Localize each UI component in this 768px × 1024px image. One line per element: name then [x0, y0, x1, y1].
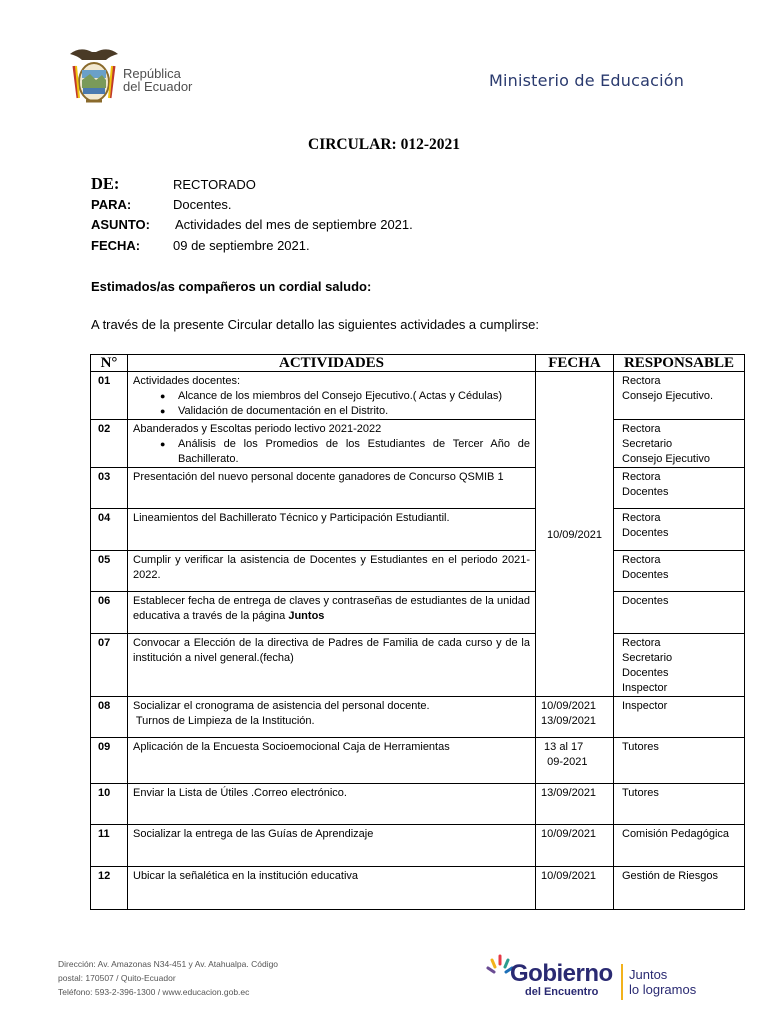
- row-number: 03: [91, 468, 128, 509]
- table-row: [91, 420, 745, 468]
- republica-del-ecuador-text: República del Ecuador: [123, 66, 193, 94]
- circular-title: CIRCULAR: 012-2021: [308, 136, 460, 153]
- table-header-row: [91, 355, 745, 372]
- footer-address: [58, 957, 278, 999]
- row-number: 11: [91, 825, 128, 867]
- activity-title: Actividades docentes:: [133, 375, 241, 387]
- table-row: [91, 551, 745, 592]
- responsable-cell: Rectora Secretario Docentes Inspector: [614, 634, 745, 697]
- fecha-value: 09 de septiembre 2021.: [173, 238, 310, 253]
- gobierno-slogan: Juntos lo logramos: [629, 967, 697, 997]
- gobierno-subtitle: del Encuentro: [525, 986, 599, 998]
- table-row: [91, 509, 745, 551]
- row-number: 02: [91, 420, 128, 468]
- row-number: 05: [91, 551, 128, 592]
- activity-cell: Socializar el cronograma de asistencia del personal docente. Turnos de Limpieza de la Institución.: [128, 697, 536, 738]
- activity-bullet: ● Alcance de los miembros del Consejo Ejecutivo.( Actas y Cédulas): [133, 389, 530, 404]
- responsable-cell: Comisión Pedagógica: [614, 825, 745, 867]
- activity-cell: Enviar la Lista de Útiles .Correo electrónico.: [128, 784, 536, 825]
- responsable-cell: Tutores: [614, 738, 745, 784]
- activity-cell: Cumplir y verificar la asistencia de Docentes y Estudiantes en el periodo 2021-2022.: [128, 551, 536, 592]
- responsable-cell: Docentes: [614, 592, 745, 634]
- table-row: [91, 634, 745, 697]
- activity-title: Abanderados y Escoltas periodo lectivo 2021-2022: [133, 423, 382, 435]
- row-number: 09: [91, 738, 128, 784]
- fecha-cell: 10/09/2021: [536, 867, 614, 910]
- intro-text: A través de la presente Circular detallo las siguientes actividades a cumplirse:: [91, 317, 540, 332]
- activity-cell: Presentación del nuevo personal docente ganadores de Concurso QSMIB 1: [128, 468, 536, 509]
- responsable-cell: Inspector: [614, 697, 745, 738]
- fecha-cell: 10/09/2021 13/09/2021: [536, 697, 614, 738]
- activity-bullet: ● Validación de documentación en el Distrito.: [133, 404, 530, 419]
- address-line: Dirección: Av. Amazonas N34-451 y Av. Atahualpa. Código: [58, 959, 279, 969]
- responsable-cell: Rectora Docentes: [614, 468, 745, 509]
- responsable-cell: Rectora Docentes: [614, 509, 745, 551]
- para-label: PARA:: [91, 197, 132, 212]
- greeting: Estimados/as compañeros un cordial saludo:: [91, 279, 372, 294]
- juntos-bold-text: Juntos: [288, 610, 325, 622]
- activity-cell: Ubicar la señalética en la institución educativa: [128, 867, 536, 910]
- responsable-cell: Gestión de Riesgos: [614, 867, 745, 910]
- address-line: postal: 170507 / Quito-Ecuador: [58, 973, 176, 983]
- table-row: [91, 784, 745, 825]
- para-value: Docentes.: [173, 197, 232, 212]
- activity-cell: Aplicación de la Encuesta Socioemocional Caja de Herramientas: [128, 738, 536, 784]
- activity-cell: Socializar la entrega de las Guías de Aprendizaje: [128, 825, 536, 867]
- fecha-cell: 10/09/2021: [536, 825, 614, 867]
- ecuador-coat-of-arms-logo: [66, 44, 122, 106]
- header-num: N°: [91, 355, 128, 372]
- fecha-cell: 13 al 17 09-2021: [536, 738, 614, 784]
- table-row: [91, 867, 745, 910]
- activity-cell: [128, 420, 536, 468]
- row-number: 01: [91, 372, 128, 420]
- table-row: [91, 592, 745, 634]
- activity-cell: Lineamientos del Bachillerato Técnico y Participación Estudiantil.: [128, 509, 536, 551]
- fecha-label: FECHA:: [91, 238, 141, 253]
- header-actividades: ACTIVIDADES: [128, 355, 536, 372]
- ministerio-de-educacion-title: Ministerio de Educación: [489, 71, 685, 90]
- de-label: DE:: [91, 174, 120, 193]
- header-fecha: FECHA: [536, 355, 614, 372]
- asunto-label: ASUNTO:: [91, 217, 150, 232]
- asunto-value: Actividades del mes de septiembre 2021.: [175, 217, 413, 232]
- responsable-cell: Tutores: [614, 784, 745, 825]
- gobierno-divider: [621, 964, 623, 1000]
- table-row: [91, 468, 745, 509]
- gobierno-title: Gobierno: [510, 960, 613, 987]
- row-number: 04: [91, 509, 128, 551]
- responsable-cell: Rectora Docentes: [614, 551, 745, 592]
- row-number: 08: [91, 697, 128, 738]
- row-number: 12: [91, 867, 128, 910]
- table-row: [91, 697, 745, 738]
- activity-bullet: ● Análisis de los Promedios de los Estudiantes de Tercer Año de Bachillerato.: [133, 437, 530, 467]
- address-line: Teléfono: 593-2-396-1300 / www.educacion.gob.ec: [58, 987, 250, 997]
- responsable-cell: Rectora Secretario Consejo Ejecutivo: [614, 420, 745, 468]
- activity-cell: Establecer fecha de entrega de claves y contraseñas de estudiantes de la unidad educativa a través de la página Juntos: [128, 592, 536, 634]
- fecha-cell: 13/09/2021: [536, 784, 614, 825]
- row-number: 10: [91, 784, 128, 825]
- table-row: [91, 825, 745, 867]
- table-row: [91, 372, 745, 420]
- header-responsable: RESPONSABLE: [614, 355, 745, 372]
- row-number: 06: [91, 592, 128, 634]
- responsable-cell: Rectora Consejo Ejecutivo.: [614, 372, 745, 420]
- row-number: 07: [91, 634, 128, 697]
- activity-cell: Convocar a Elección de la directiva de Padres de Familia de cada curso y de la institución a nivel general.(fecha): [128, 634, 536, 697]
- activities-table: [90, 354, 745, 910]
- de-value: RECTORADO: [173, 177, 256, 192]
- activity-cell: [128, 372, 536, 420]
- table-row: [91, 738, 745, 784]
- merged-fecha-cell: 10/09/2021: [536, 372, 614, 697]
